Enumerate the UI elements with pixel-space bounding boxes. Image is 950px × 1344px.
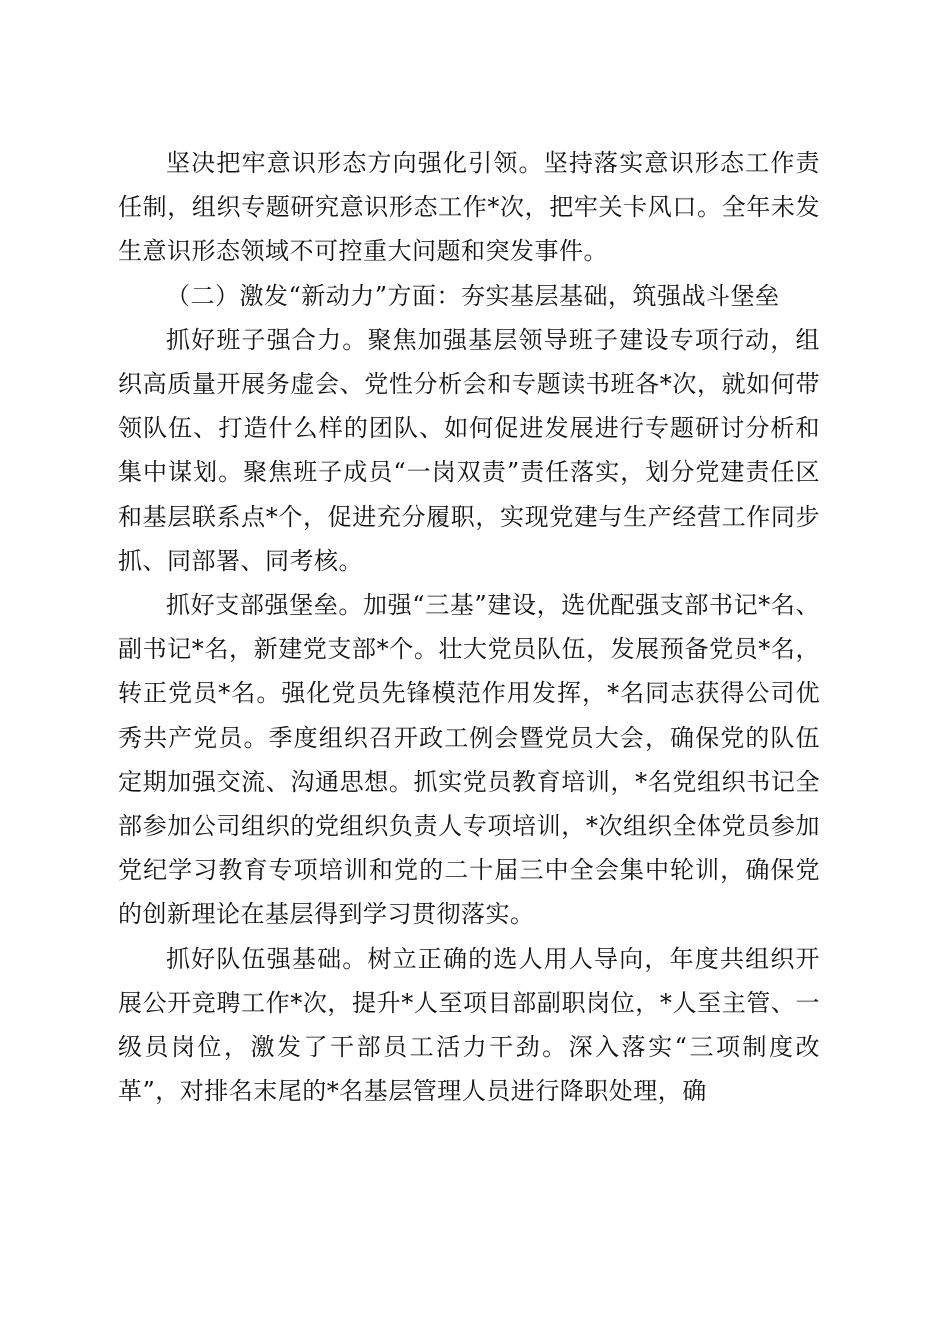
section-heading-2: （二）激发“新动力”方面：夯实基层基础，筑强战斗堡垒: [166, 281, 780, 310]
paragraph-leadership-team: 抓好班子强合力。聚焦加强基层领导班子建设专项行动，组织高质量开展务虚会、党性分析会和专题读书班各*次，就如何带领队伍、打造什么样的团队、如何促进发展进行专题研讨分析和集中谋划。聚焦班子成员“一岗双责”责任落实，划分党建责任区和基层联系点*个，促进充分履职，实现党建与生产经营工作同步抓、同部署、同考核。: [118, 325, 820, 575]
paragraph-ideology: 坚决把牢意识形态方向强化引领。坚持落实意识形态工作责任制，组织专题研究意识形态工作*次，把牢关卡风口。全年未发生意识形态领域不可控重大问题和突发事件。: [118, 149, 820, 266]
paragraph-team-foundation: 抓好队伍强基础。树立正确的选人用人导向，年度共组织开展公开竞聘工作*次，提升*人至项目部副职岗位，*人至主管、一级员岗位，激发了干部员工活力干劲。深入落实“三项制度改革”，对排名末尾的*名基层管理人员进行降职处理，确: [118, 944, 820, 1106]
document-body: [118, 141, 820, 1113]
paragraph-party-branch: 抓好支部强堡垒。加强“三基”建设，选优配强支部书记*名、副书记*名，新建党支部*个。壮大党员队伍，发展预备党员*名，转正党员*名。强化党员先锋模范作用发挥，*名同志获得公司优秀共产党员。季度组织召开政工例会暨党员大会，确保党的队伍定期加强交流、沟通思想。抓实党员教育培训，*名党组织书记全部参加公司组织的党组织负责人专项培训，*次组织全体党员参加党纪学习教育专项培训和党的二十届三中全会集中轮训，确保党的创新理论在基层得到学习贯彻落实。: [118, 591, 820, 929]
